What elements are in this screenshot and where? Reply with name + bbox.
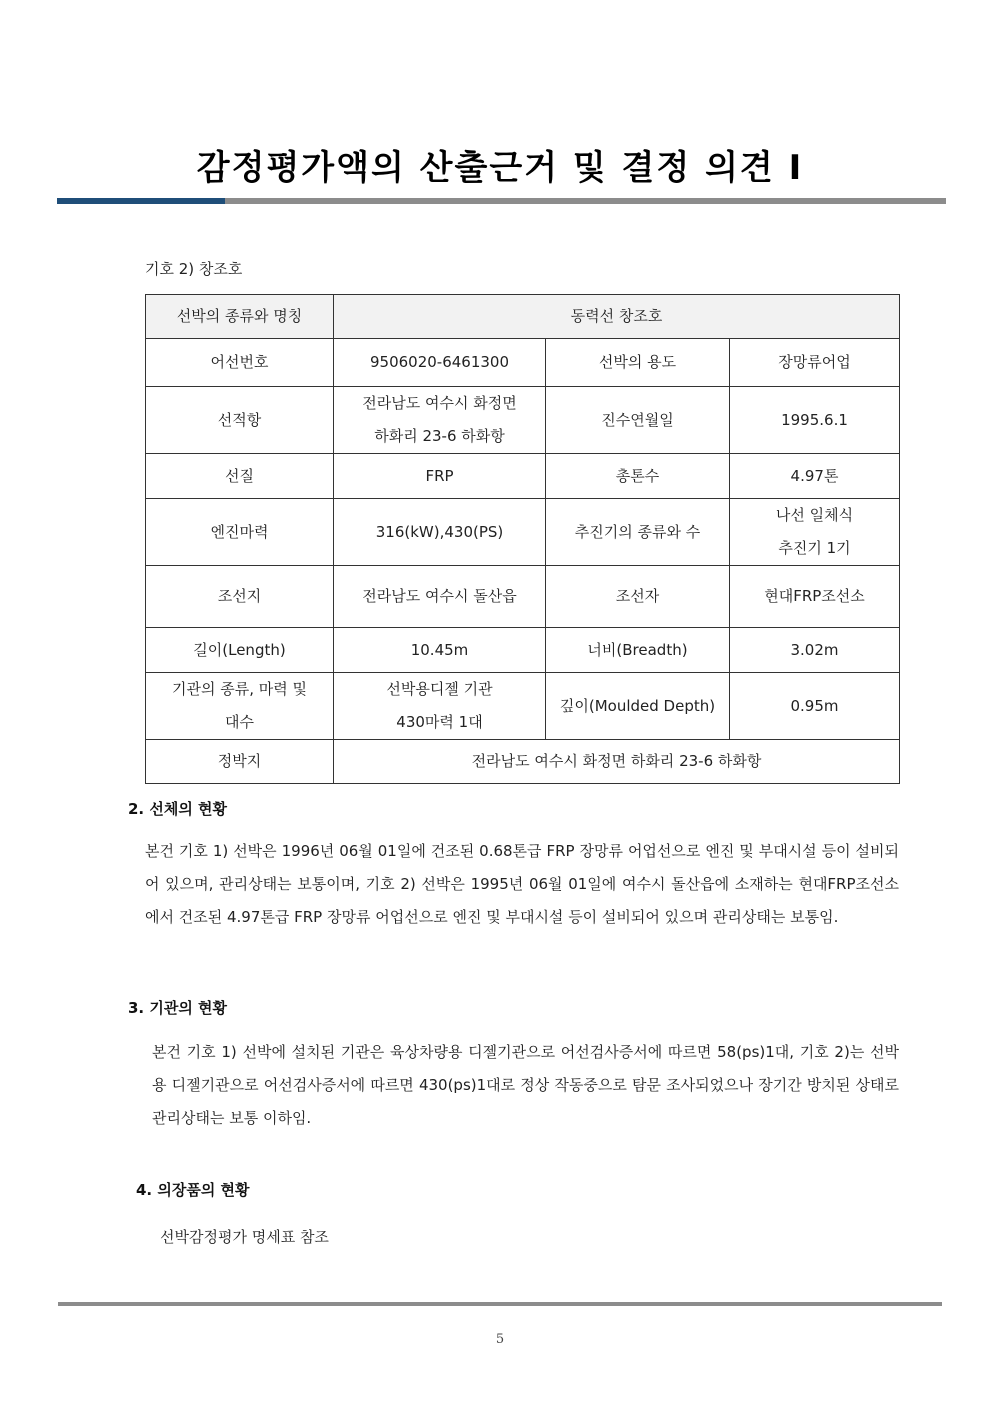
page-title: 감정평가액의 산출근거 및 결정 의견 I — [196, 148, 804, 188]
cell-line: 추진기 1기 — [778, 539, 851, 557]
table-cell: 선박의 종류와 명칭 — [146, 295, 334, 339]
table-cell: 어선번호 — [146, 339, 334, 387]
table-cell: 1995.6.1 — [730, 387, 900, 454]
table-caption: 기호 2) 창조호 — [145, 260, 243, 278]
page-number: 5 — [495, 1332, 505, 1347]
table-row — [146, 454, 900, 499]
section-heading-engine: 3. 기관의 현황 — [128, 999, 228, 1017]
footer-rule — [58, 1302, 942, 1306]
table-cell — [334, 387, 546, 454]
table-cell — [730, 499, 900, 566]
table-cell: 조선자 — [546, 566, 730, 628]
table-row — [146, 673, 900, 740]
section-body-hull: 본건 기호 1) 선박은 1996년 06월 01일에 건조된 0.68톤급 FRP 장망류 어업선으로 엔진 및 부대시설 등이 설비되어 있으며, 관리상태는 보통이며, 기호 2) 선박은 1995년 06월 01일에 여수시 돌산읍에 소재하는 현대FRP조선소에서 건조된 4.97톤급 FRP 장망류 어업선으로 엔진 및 부대시설 등이 설비되어 있으며 관리상태는 보통임. — [145, 842, 899, 926]
table-cell: 선적항 — [146, 387, 334, 454]
table-cell: 9506020-6461300 — [334, 339, 546, 387]
table-row — [146, 740, 900, 784]
table-row — [146, 628, 900, 673]
table-cell: 3.02m — [730, 628, 900, 673]
table-cell: 너비(Breadth) — [546, 628, 730, 673]
table-row — [146, 387, 900, 454]
table-cell: 정박지 — [146, 740, 334, 784]
section-body-engine: 본건 기호 1) 선박에 설치된 기관은 육상차량용 디젤기관으로 어선검사증서에 따르면 58(ps)1대, 기호 2)는 선박용 디젤기관으로 어선검사증서에 따르면 430(ps)1대로 정상 작동중으로 탐문 조사되었으나 장기간 방치된 상태로 관리상태는 보통 이하임. — [152, 1043, 899, 1127]
table-cell: 0.95m — [730, 673, 900, 740]
table-row — [146, 339, 900, 387]
section-body-equipment: 선박감정평가 명세표 참조 — [160, 1228, 329, 1246]
table-cell: 316(kW),430(PS) — [334, 499, 546, 566]
section-heading-hull: 2. 선체의 현황 — [128, 800, 228, 818]
cell-line: 선박용디젤 기관 — [386, 680, 493, 698]
cell-line: 하화리 23-6 하화항 — [374, 427, 505, 445]
table-cell: 추진기의 종류와 수 — [546, 499, 730, 566]
table-cell: 전라남도 여수시 돌산읍 — [334, 566, 546, 628]
table-cell: 동력선 창조호 — [334, 295, 900, 339]
table-cell: 깊이(Moulded Depth) — [546, 673, 730, 740]
table-cell: FRP — [334, 454, 546, 499]
cell-line: 430마력 1대 — [396, 713, 483, 731]
title-rule — [225, 198, 946, 204]
table-cell: 엔진마력 — [146, 499, 334, 566]
table-cell: 현대FRP조선소 — [730, 566, 900, 628]
table-cell: 선박의 용도 — [546, 339, 730, 387]
table-cell: 전라남도 여수시 화정면 하화리 23-6 하화항 — [334, 740, 900, 784]
cell-line: 전라남도 여수시 화정면 — [362, 394, 517, 412]
cell-line: 나선 일체식 — [775, 506, 854, 524]
table-row — [146, 295, 900, 339]
title-rule-accent — [57, 198, 225, 204]
table-cell: 길이(Length) — [146, 628, 334, 673]
cell-line: 기관의 종류, 마력 및 — [172, 680, 307, 698]
table-cell: 10.45m — [334, 628, 546, 673]
table-cell: 선질 — [146, 454, 334, 499]
table-cell — [334, 673, 546, 740]
table-cell — [146, 673, 334, 740]
table-cell: 조선지 — [146, 566, 334, 628]
table-cell: 진수연월일 — [546, 387, 730, 454]
table-cell: 총톤수 — [546, 454, 730, 499]
table-cell: 4.97톤 — [730, 454, 900, 499]
section-heading-equipment: 4. 의장품의 현황 — [136, 1181, 250, 1199]
table-cell: 장망류어업 — [730, 339, 900, 387]
cell-line: 대수 — [225, 713, 254, 731]
vessel-info-table — [145, 294, 900, 784]
table-row — [146, 499, 900, 566]
table-row — [146, 566, 900, 628]
